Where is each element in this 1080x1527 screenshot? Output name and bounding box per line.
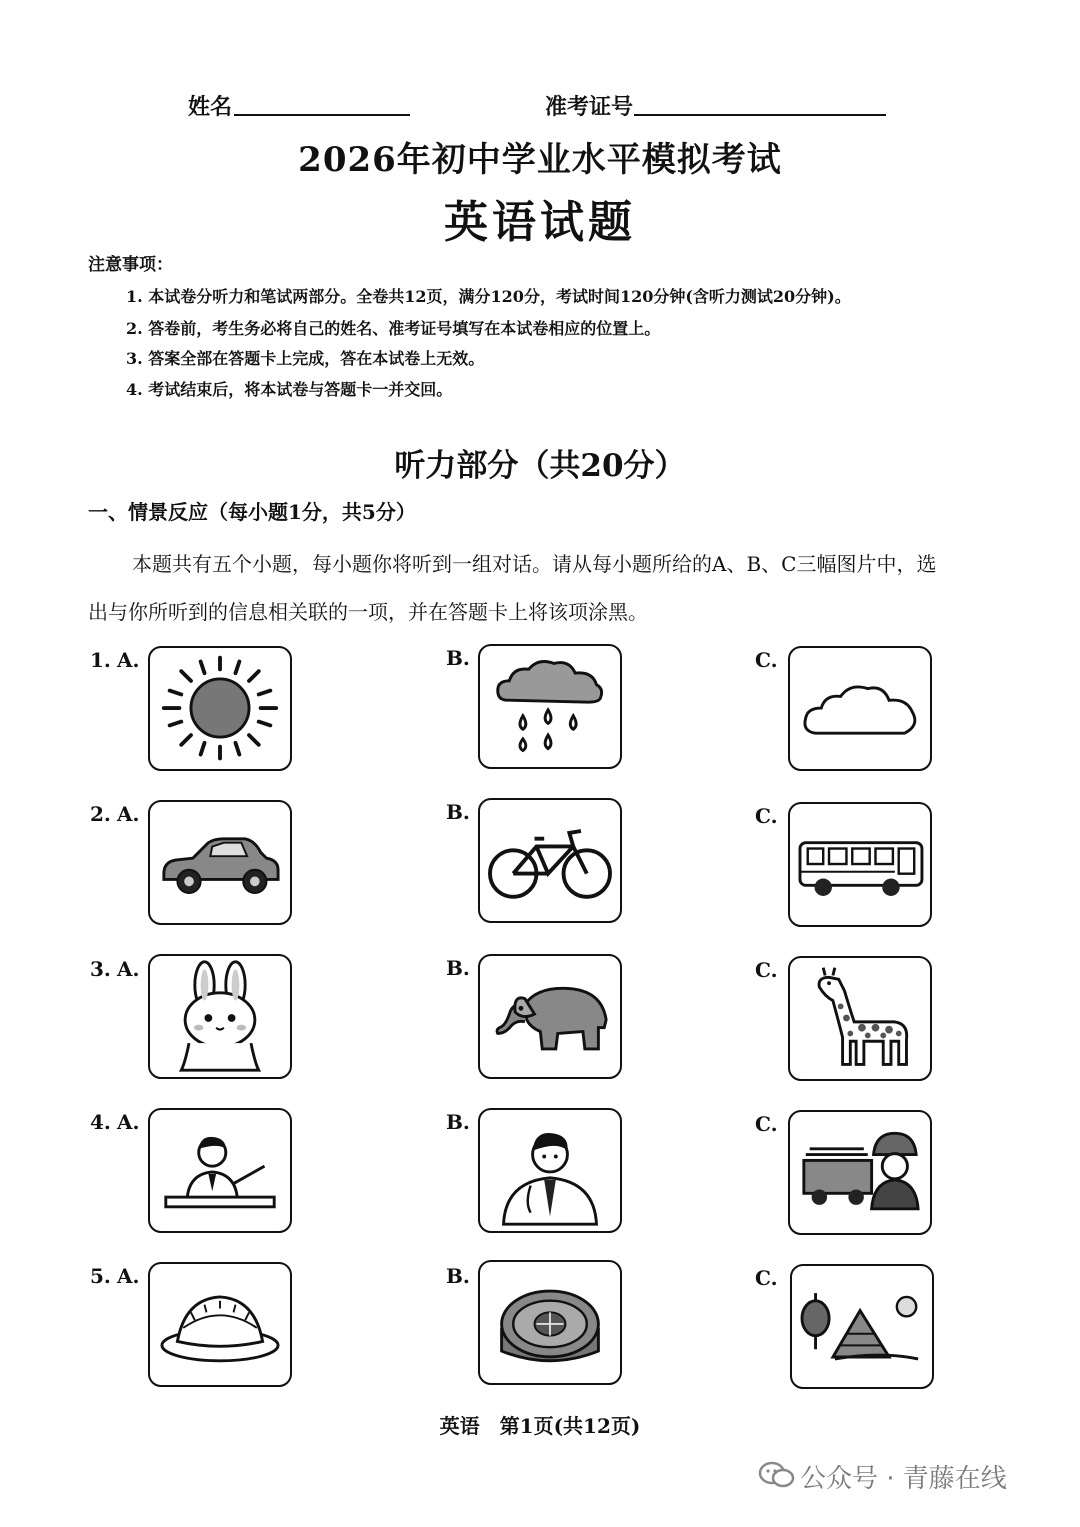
option-card-1b[interactable] — [478, 644, 622, 769]
name-field-line[interactable] — [234, 114, 410, 116]
option-label: B. — [446, 800, 470, 824]
option-label: A. — [117, 957, 140, 981]
notice-item: 1. 本试卷分听力和笔试两部分。全卷共12页，满分120分，考试时间120分钟(含听力测试20分钟)。 — [126, 287, 851, 306]
notice-item: 4. 考试结束后，将本试卷与答题卡一并交回。 — [126, 380, 453, 399]
option-card-3c[interactable] — [788, 956, 932, 1081]
question-number: 1. — [90, 648, 111, 672]
option-label: C. — [755, 1266, 778, 1290]
name-label: 姓名 — [188, 94, 233, 120]
car-icon — [150, 802, 290, 923]
notice-heading: 注意事项： — [88, 255, 173, 275]
dumpling-icon — [150, 1264, 290, 1385]
option-label: A. — [117, 1110, 140, 1134]
option-label: A. — [117, 648, 140, 672]
doctor-icon — [480, 1110, 620, 1231]
option-label: A. — [117, 1264, 140, 1288]
option-label: B. — [446, 1264, 470, 1288]
question-number: 4. — [90, 1110, 111, 1134]
zongzi-lantern-icon — [792, 1266, 932, 1387]
option-label: C. — [755, 804, 778, 828]
option-label: B. — [446, 646, 470, 670]
rain-cloud-icon — [480, 646, 620, 767]
firefighter-icon — [790, 1112, 930, 1233]
sun-icon — [150, 648, 290, 769]
option-label: B. — [446, 1110, 470, 1134]
part1-heading: 一、情景反应（每小题1分，共5分） — [88, 500, 416, 524]
elephant-icon — [480, 956, 620, 1077]
option-card-5a[interactable] — [148, 1262, 292, 1387]
instructions-line: 出与你所听到的信息相关联的一项，并在答题卡上将该项涂黑。 — [88, 600, 648, 624]
option-card-2a[interactable] — [148, 800, 292, 925]
option-label: C. — [755, 1112, 778, 1136]
option-card-4b[interactable] — [478, 1108, 622, 1233]
question-number: 2. — [90, 802, 111, 826]
watermark-text: 公众号 · 青藤在线 — [800, 1464, 1007, 1494]
instructions-line: 本题共有五个小题，每小题你将听到一组对话。请从每小题所给的A、B、C三幅图片中，选 — [132, 552, 937, 576]
option-card-1c[interactable] — [788, 646, 932, 771]
option-card-4a[interactable] — [148, 1108, 292, 1233]
option-card-2c[interactable] — [788, 802, 932, 927]
option-card-5c[interactable] — [790, 1264, 934, 1389]
cloud-icon — [790, 648, 930, 769]
wechat-icon — [758, 1460, 796, 1490]
exam-id-field-line[interactable] — [634, 114, 886, 116]
mooncake-icon — [480, 1262, 620, 1383]
option-card-4c[interactable] — [788, 1110, 932, 1235]
bicycle-icon — [480, 800, 620, 921]
option-card-5b[interactable] — [478, 1260, 622, 1385]
bus-icon — [790, 804, 930, 925]
notice-item: 2. 答卷前，考生务必将自己的姓名、准考证号填写在本试卷相应的位置上。 — [126, 319, 661, 338]
question-number: 5. — [90, 1264, 111, 1288]
page-footer: 英语 第1页(共12页) — [439, 1414, 641, 1438]
question-number: 3. — [90, 957, 111, 981]
exam-id-label: 准考证号 — [545, 94, 634, 120]
listening-section-title: 听力部分（共20分） — [394, 448, 686, 484]
option-label: A. — [117, 802, 140, 826]
option-label: C. — [755, 958, 778, 982]
option-card-1a[interactable] — [148, 646, 292, 771]
option-card-3a[interactable] — [148, 954, 292, 1079]
option-label: C. — [755, 648, 778, 672]
option-card-3b[interactable] — [478, 954, 622, 1079]
subject-title: 英语试题 — [444, 197, 636, 248]
option-label: B. — [446, 956, 470, 980]
rabbit-icon — [150, 956, 290, 1077]
giraffe-icon — [790, 958, 930, 1079]
exam-title: 2026年初中学业水平模拟考试 — [298, 140, 782, 180]
option-card-2b[interactable] — [478, 798, 622, 923]
teacher-icon — [150, 1110, 290, 1231]
notice-item: 3. 答案全部在答题卡上完成，答在本试卷上无效。 — [126, 349, 485, 368]
